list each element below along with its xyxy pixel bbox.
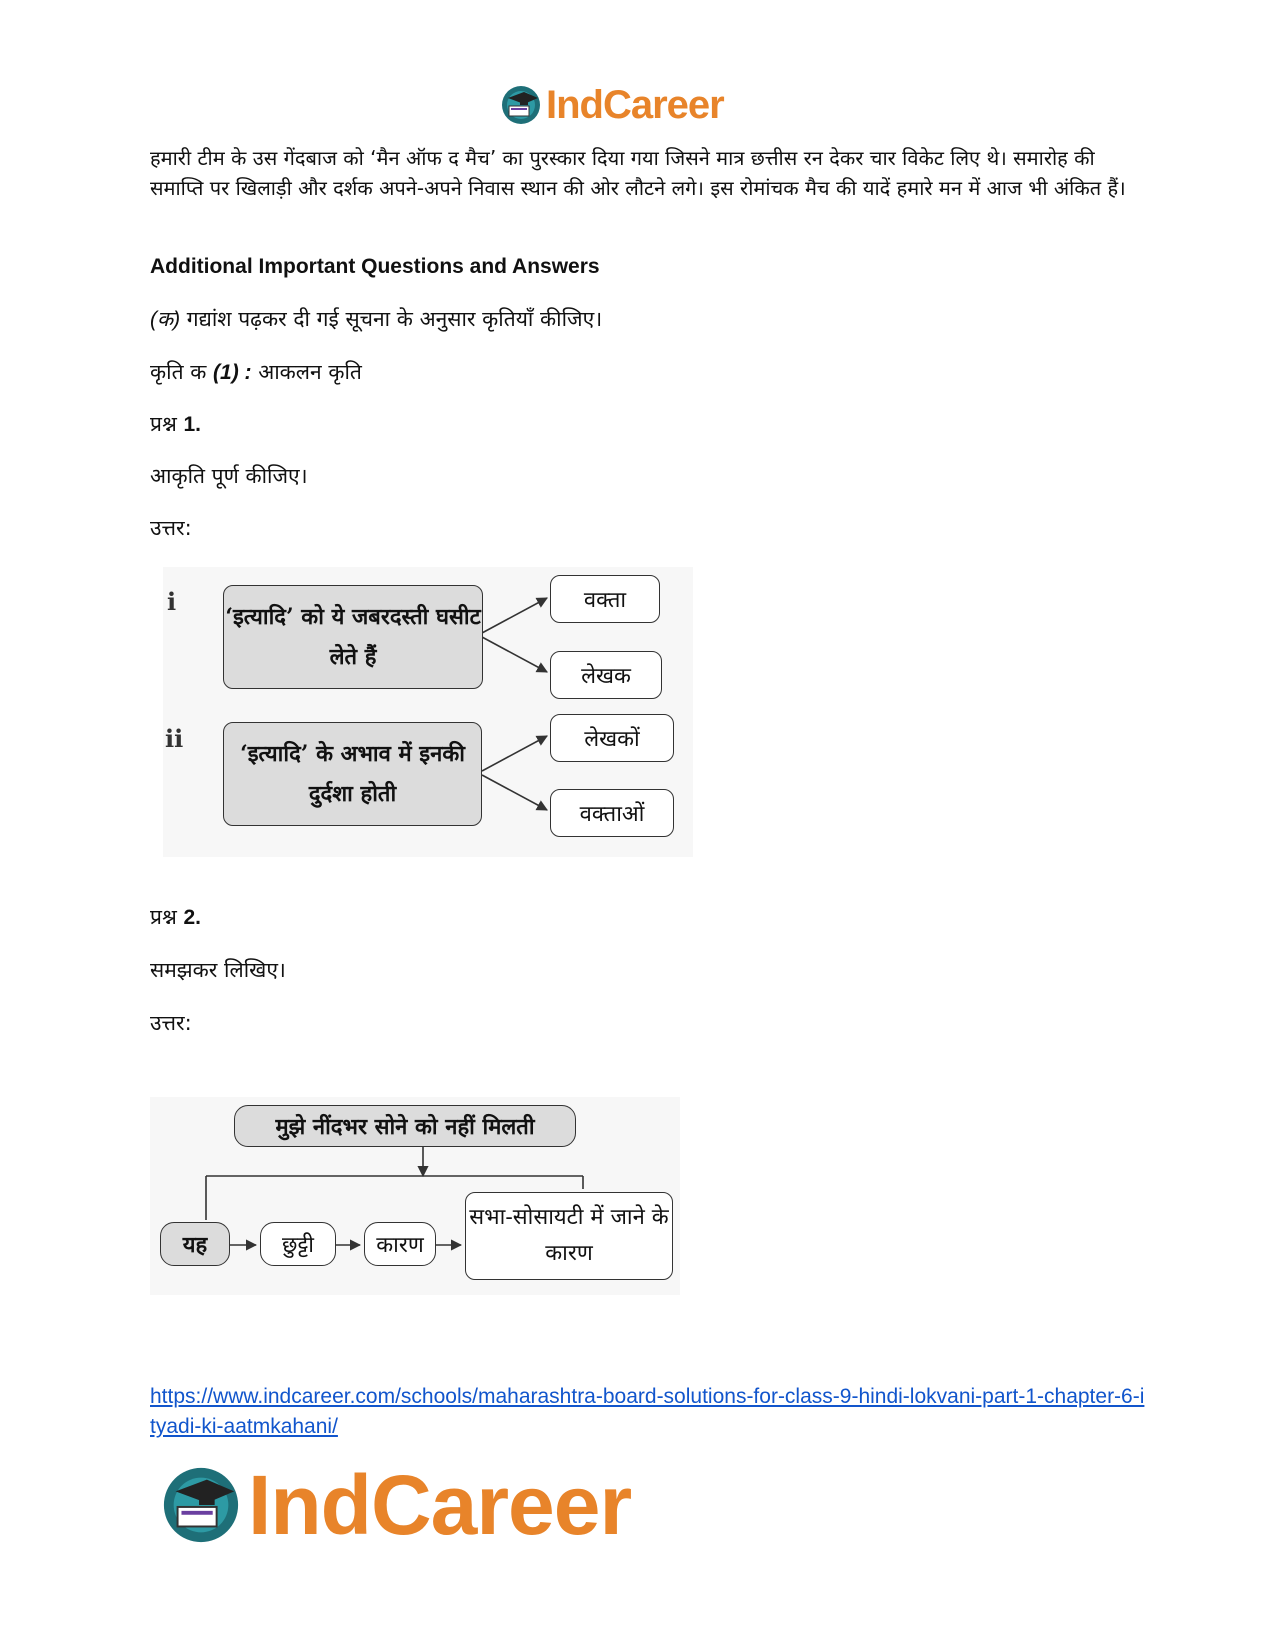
- activity-suffix: आकलन कृति: [251, 360, 362, 384]
- graduation-book-icon: [500, 84, 542, 126]
- source-link[interactable]: https://www.indcareer.com/schools/maharashtra-board-solutions-for-class-9-hindi-lokvani-part-1-chapter-6-ityadi-ki-aatmkahani/: [150, 1385, 1145, 1438]
- row-2-output-1: लेखकों: [550, 714, 674, 762]
- answer-diagram-2: [150, 1097, 680, 1295]
- row-2-output-2: वक्ताओं: [550, 789, 674, 837]
- question-1-label: प्रश्न 1.: [150, 412, 201, 436]
- top-box: मुझे नींदभर सोने को नहीं मिलती: [234, 1105, 576, 1147]
- step-2-box: कारण: [364, 1222, 436, 1266]
- graduation-book-icon: [160, 1464, 242, 1546]
- question-2-label: प्रश्न 2.: [150, 905, 201, 929]
- question-2-prompt: समझकर लिखिए।: [150, 958, 286, 982]
- question-2-answer-label: उत्तर:: [150, 1011, 192, 1035]
- question-1-answer-label: उत्तर:: [150, 516, 192, 540]
- section-heading: Additional Important Questions and Answers: [150, 255, 600, 278]
- instruction-line: [150, 305, 602, 333]
- row-1-output-2: लेखक: [550, 651, 662, 699]
- intro-paragraph: हमारी टीम के उस गेंदबाज को ‘मैन ऑफ द मैच’ का पुरस्कार दिया गया जिसने मात्र छत्तीस रन देकर चार विकेट लिए थे। समारोह की समाप्ति पर खिलाड़ी और दर्शक अपने-अपने निवास स्थान की ओर लौटने लगे। इस रोमांचक मैच की यादें हमारे मन में आज भी अंकित हैं।: [150, 146, 1126, 200]
- answer-diagram-1: [163, 567, 693, 857]
- logo-text-large: IndCareer: [248, 1458, 632, 1552]
- instruction-label: (क): [150, 308, 181, 331]
- end-box: सभा-सोसायटी में जाने के कारण: [465, 1192, 673, 1280]
- logo-text: IndCareer: [546, 83, 724, 127]
- activity-number: (1) :: [213, 361, 252, 384]
- start-box: यह: [160, 1222, 230, 1266]
- row-1-roman: i: [167, 587, 177, 616]
- step-1-box: छुट्टी: [260, 1222, 336, 1266]
- question-1-prompt: आकृति पूर्ण कीजिए।: [150, 464, 308, 488]
- indcareer-logo-top: [500, 80, 724, 130]
- activity-line: [150, 358, 362, 386]
- row-1-output-1: वक्ता: [550, 575, 660, 623]
- row-1-center-box: ‘इत्यादि’ को ये जबरदस्ती घसीट लेते हैं: [223, 585, 483, 689]
- row-2-center-box: ‘इत्यादि’ के अभाव में इनकी दुर्दशा होती: [223, 722, 482, 826]
- instruction-text: गद्यांश पढ़कर दी गई सूचना के अनुसार कृतियाँ कीजिए।: [180, 307, 603, 331]
- indcareer-logo-bottom: [160, 1460, 631, 1550]
- row-2-roman: ii: [165, 724, 184, 753]
- activity-prefix: कृति क: [150, 360, 214, 384]
